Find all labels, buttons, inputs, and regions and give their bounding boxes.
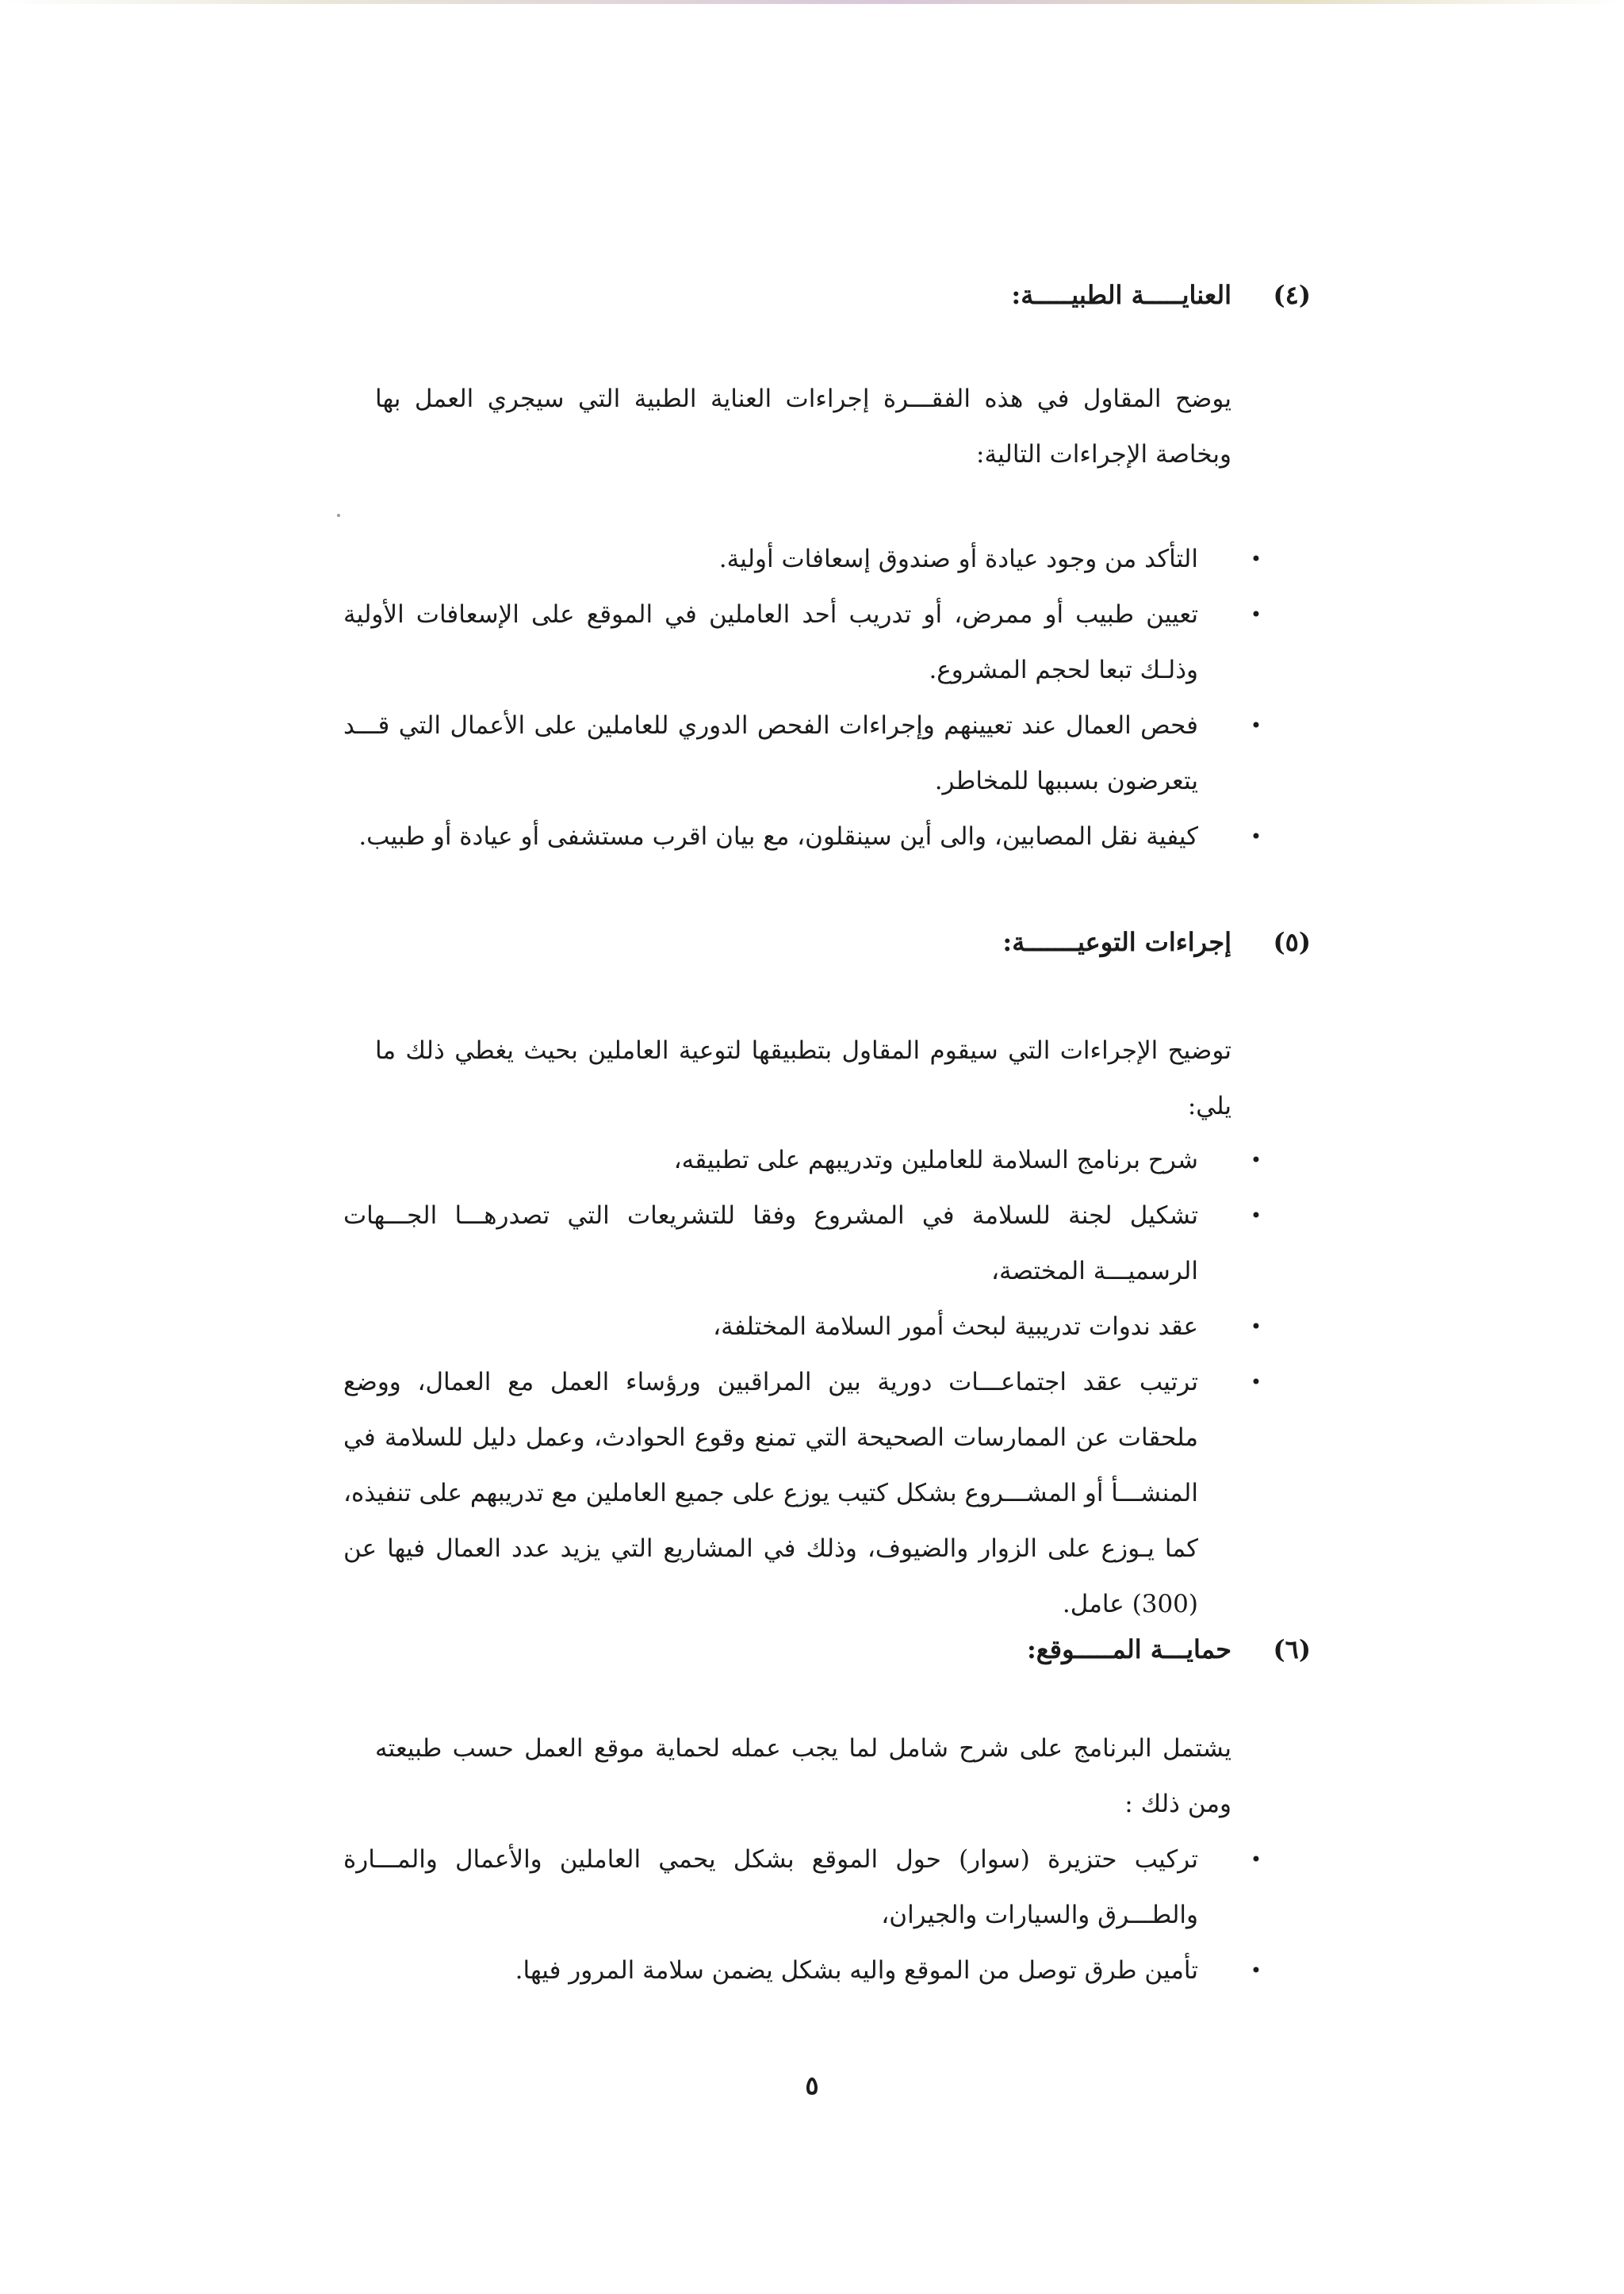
list-item: • ترتيب عقد اجتماعـــات دورية بين المراقبين ورؤساء العمل مع العمال، ووضع ملحقات عن الممارسات الصحيحة التي تمنع وقوع الحوادث، وعمل دليل للسلامة في المنشـــأ أو المشـــروع بشكل كتيب يوزع على جميع العاملين مع تدريبهم على تنفيذه، كما يـوزع على الزوار والضيوف، وذلك في المشاريع التي يزيد عدد العمال فيها عن (300) عامل. (343, 1354, 1231, 1632)
list-item: • عقد ندوات تدريبية لبحث أمور السلامة المختلفة، (343, 1299, 1231, 1354)
section-intro: توضيح الإجراءات التي سيقوم المقاول بتطبيقها لتوعية العاملين بحيث يغطي ذلك ما يلي: (375, 1036, 1231, 1120)
list-item: • تشكيل لجنة للسلامة في المشروع وفقا للتشريعات التي تصدرهـــا الجـــهات الرسميـــة المختصة، (343, 1188, 1231, 1299)
list-item: • تأمين طرق توصل من الموقع واليه بشكل يضمن سلامة المرور فيها. (343, 1943, 1231, 1998)
section-heading-awareness (1002, 926, 1311, 959)
page-number: ٥ (805, 2070, 819, 2101)
list-item: • كيفية نقل المصابين، والى أين سينقلون، مع بيان اقرب مستشفى أو عيادة أو طبيب. (343, 809, 1231, 864)
bullet-icon: • (1250, 603, 1262, 626)
bullet-icon: • (1250, 1204, 1262, 1227)
scan-speck (337, 514, 340, 517)
section-number: (٥) (1273, 927, 1311, 957)
bullet-icon: • (1250, 1371, 1262, 1393)
section-intro: يشتمل البرنامج على شرح شامل لما يجب عمله لحماية موقع العمل حسب طبيعته ومن ذلك : (375, 1734, 1231, 1818)
list-item: • تركيب حتزيرة (سوار) حول الموقع بشكل يحمي العاملين والأعمال والمـــارة والطـــرق والسيارات والجيران، (343, 1832, 1231, 1943)
awareness-list (343, 1132, 1262, 1632)
section-heading-medical-care (1011, 279, 1311, 312)
section-number: (٤) (1273, 280, 1311, 310)
section-heading-site-protection (1027, 1633, 1311, 1667)
site-protection-list (343, 1832, 1262, 1998)
bullet-icon: • (1250, 1149, 1262, 1171)
medical-care-list (343, 531, 1262, 864)
bullet-icon: • (1250, 548, 1262, 570)
section-intro: يوضح المقاول في هذه الفقـــرة إجراءات العناية الطبية التي سيجري العمل بها وبخاصة الإجراءات التالية: (375, 385, 1231, 469)
section-title: حمايـــة المـــــوقع: (1026, 1634, 1231, 1664)
list-item: • فحص العمال عند تعيينهم وإجراءات الفحص الدوري للعاملين على الأعمال التي قـــد يتعرضون بسببها للمخاطر. (343, 698, 1231, 809)
list-item: • شرح برنامج السلامة للعاملين وتدريبهم على تطبيقه، (343, 1132, 1231, 1188)
bullet-icon: • (1250, 1316, 1262, 1338)
section-title: إجراءات التوعيـــــــة: (1002, 927, 1231, 957)
list-item: • تعيين طبيب أو ممرض، أو تدريب أحد العاملين في الموقع على الإسعافات الأولية وذلـك تبعا لحجم المشروع. (343, 587, 1231, 698)
section-title: العنايـــــة الطبيـــــة: (1011, 280, 1231, 310)
bullet-icon: • (1250, 1959, 1262, 1982)
bullet-icon: • (1250, 825, 1262, 848)
bullet-icon: • (1250, 714, 1262, 737)
section-number: (٦) (1273, 1634, 1311, 1664)
list-item: • التأكد من وجود عيادة أو صندوق إسعافات أولية. (343, 531, 1231, 587)
bullet-icon: • (1250, 1848, 1262, 1871)
